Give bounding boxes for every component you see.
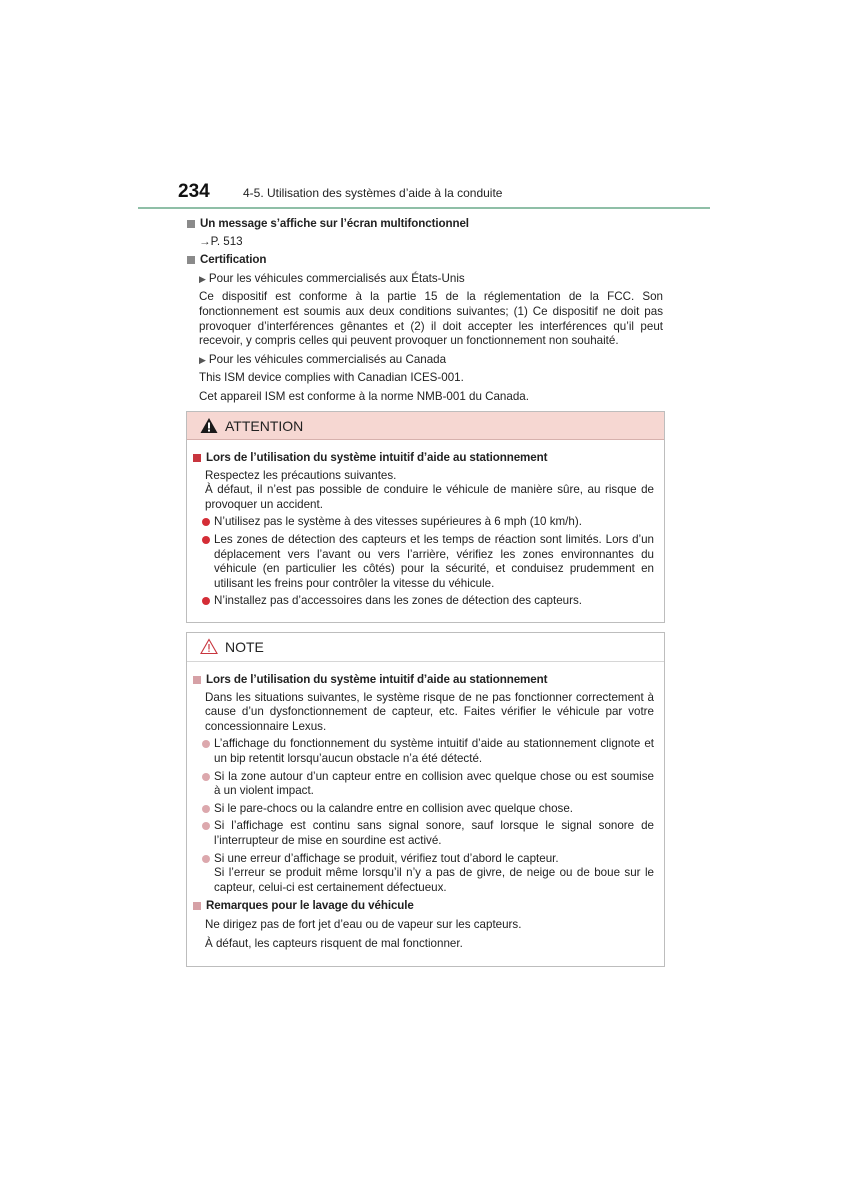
wash-text-1: Ne dirigez pas de fort jet d’eau ou de vapeur sur les capteurs.	[205, 917, 522, 931]
triangle-right-icon: ▶	[199, 354, 206, 365]
nmb-paragraph: Cet appareil ISM est conforme à la norme NMB-001 du Canada.	[199, 389, 529, 403]
section-heading-message	[187, 217, 663, 232]
section-square-icon	[187, 220, 195, 228]
list-item-text: N’installez pas d’accessoires dans les zones de détection des capteurs.	[214, 594, 582, 608]
list-item-text: Si l’affichage est continu sans signal sonore, sauf lorsque le signal sonore de l’interrupteur de mise en sourdine est activé.	[214, 819, 654, 847]
subheading-us	[187, 272, 663, 287]
page-reference: →P. 513	[199, 234, 243, 248]
section-heading-text: Certification	[200, 253, 267, 267]
attention-heading-text: Lors de l’utilisation du système intuitif d’aide au stationnement	[206, 451, 548, 464]
subheading-text: Pour les véhicules commercialisés au Canada	[208, 352, 447, 366]
note-heading-washing	[193, 899, 654, 914]
section-square-icon	[193, 676, 201, 684]
attention-intro1: Respectez les précautions suivantes.	[205, 468, 397, 482]
section-heading-text: Un message s’affiche sur l’écran multifonctionnel	[200, 217, 469, 230]
subheading-canada	[187, 353, 663, 368]
note-body	[187, 662, 664, 951]
warning-triangle-icon	[200, 417, 218, 434]
list-item	[193, 594, 654, 609]
section-square-icon	[193, 454, 201, 462]
note-heading-text: Lors de l’utilisation du système intuitif d’aide au stationnement	[206, 673, 548, 686]
attention-bullets	[193, 515, 654, 609]
bullet-dot-icon	[202, 536, 210, 544]
ices-paragraph: This ISM device complies with Canadian ICES-001.	[199, 371, 464, 385]
attention-box	[186, 411, 665, 623]
attention-intro2: À défaut, il n’est pas possible de conduire le véhicule de manière sûre, au risque de provoquer un accident.	[205, 483, 654, 511]
list-item	[193, 802, 654, 817]
note-box	[186, 632, 665, 967]
note-heading-text: Remarques pour le lavage du véhicule	[206, 899, 414, 913]
list-item-text: Si le pare-chocs ou la calandre entre en collision avec quelque chose.	[214, 801, 573, 815]
list-item-continuation: Si l’erreur se produit même lorsqu’il n’y a pas de givre, de neige ou de boue sur le capteur, celui-ci est certainement défectueux.	[214, 866, 654, 894]
list-item-text: N’utilisez pas le système à des vitesses supérieures à 6 mph (10 km/h).	[214, 515, 582, 529]
list-item-text: Si la zone autour d’un capteur entre en collision avec quelque chose ou est soumise à un violent impact.	[214, 769, 654, 798]
note-heading-parking	[193, 673, 654, 688]
list-item	[193, 770, 654, 799]
triangle-right-icon: ▶	[199, 273, 206, 284]
warning-triangle-outline-icon	[200, 638, 218, 655]
bullet-dot-icon	[202, 822, 210, 830]
header-rule	[138, 207, 710, 209]
list-item-text: L’affichage du fonctionnement du système intuitif d’aide au stationnement clignote et un bip retentit lorsqu’aucun obstacle n’a été détecté.	[214, 737, 654, 765]
bullet-dot-icon	[202, 740, 210, 748]
note-intro: Dans les situations suivantes, le système risque de ne pas fonctionner correctement à cause d’un dysfonctionnement de capteur, etc. Faites vérifier le véhicule par votre concessionnaire Lexus.	[205, 690, 654, 733]
main-content	[187, 215, 663, 405]
list-item	[193, 515, 654, 530]
list-item-text: Les zones de détection des capteurs et les temps de réaction sont limités. Lors d’un déplacement vers l’avant ou vers l’arrière, vérifiez les zones environnantes du véhicule (en particulier les côtés) pour la sécurité, et conduisez prudemment en utilisant les freins pour contrôler la vitesse du véhicule.	[214, 532, 654, 590]
fcc-paragraph: Ce dispositif est conforme à la partie 15 de la réglementation de la FCC. Son fonctionnement est soumis aux deux conditions suivantes; (1) Ce dispositif ne doit pas provoquer d’interférences gênantes et (2) il doit accepter les interférences qu’il peut recevoir, y compris celles qui peuvent provoquer un fonctionnement non souhaité.	[199, 290, 663, 348]
bullet-dot-icon	[202, 805, 210, 813]
attention-header	[187, 412, 664, 440]
list-item	[193, 852, 654, 896]
page-number: 234	[178, 181, 210, 202]
bullet-dot-icon	[202, 518, 210, 526]
note-header	[187, 633, 664, 662]
subheading-text: Pour les véhicules commercialisés aux États-Unis	[208, 271, 465, 285]
attention-body	[187, 440, 664, 609]
list-item	[193, 819, 654, 848]
section-heading-certification	[187, 253, 663, 268]
wash-text-2: À défaut, les capteurs risquent de mal fonctionner.	[205, 936, 463, 950]
bullet-dot-icon	[202, 597, 210, 605]
section-square-icon	[193, 902, 201, 910]
chapter-title: 4-5. Utilisation des systèmes d’aide à la conduite	[243, 186, 503, 200]
list-item-text: Si une erreur d’affichage se produit, vérifiez tout d’abord le capteur.	[214, 851, 559, 865]
list-item	[193, 533, 654, 591]
bullet-dot-icon	[202, 855, 210, 863]
attention-title: ATTENTION	[225, 418, 304, 434]
section-square-icon	[187, 256, 195, 264]
note-title: NOTE	[225, 639, 264, 655]
bullet-dot-icon	[202, 773, 210, 781]
note-bullets	[193, 737, 654, 895]
attention-heading	[193, 451, 654, 466]
list-item	[193, 737, 654, 766]
